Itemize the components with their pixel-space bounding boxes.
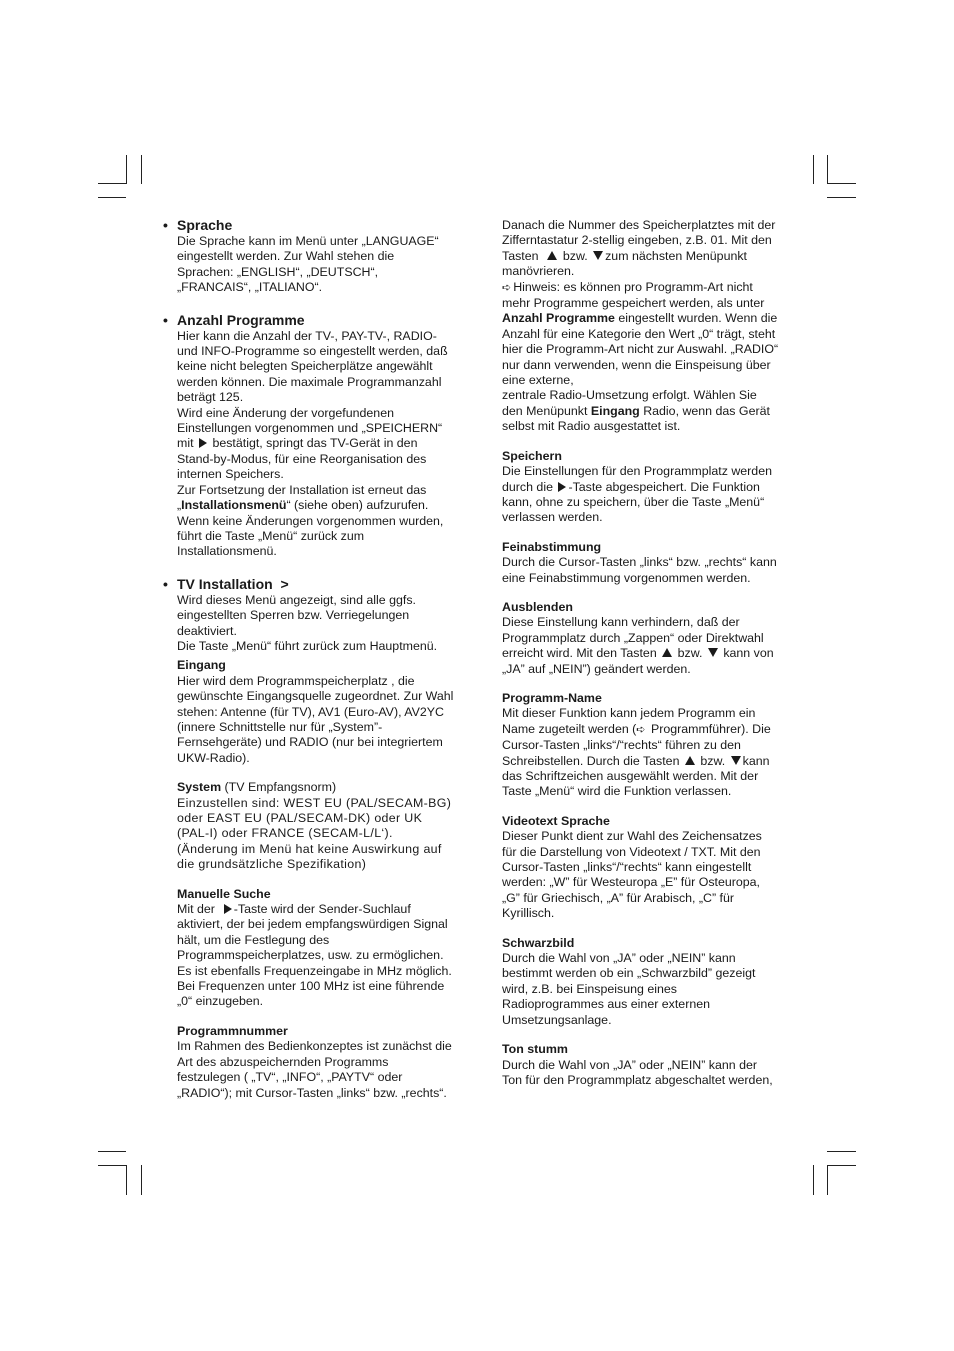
sprache-heading: • Sprache [163,217,233,233]
crop-mark-top-right-v2 [827,155,828,184]
feinabstimmung-heading: Feinabstimmung [502,539,602,554]
crop-mark-top-right-h1 [827,183,856,184]
bullet-icon: • [163,217,168,233]
manuelle-suche-heading: Manuelle Suche [177,886,271,901]
bullet-icon: • [163,311,168,328]
crop-mark-top-right-h2 [827,197,856,198]
crop-mark-top-right-v1 [813,155,814,184]
tv-installation-body: Wird dieses Menü angezeigt, sind alle ggfs. eingestellten Sperren bzw. Verriegelungen deaktiviert. Die Taste „Menü“ führt zurück zum Hauptmenü. Eingang Hier wird dem Programmspeicherplatz , die gewünschte Eingangsquelle zugeordnet. Zur Wahl stehen: Antenne (für TV), AV1 (Euro-AV), AV2YC (innere Schnittstelle nur für „System”- Fernsehgeräte) und RADIO (nur bei integriertem UKW-Radio). System (TV Empfangsnorm) Einzustellen sind: WEST EU (PAL/SECAM-BG) oder EAST EU (PAL/SECAM-DK) oder UK (PAL-I) oder FRANCE (SECAM-L/L‘). (Änderung im Menü hat keine Auswirkung auf die grundsätzliche Spezifikation) Manuelle Suche Mit der -Taste wird der Sender-Suchlauf aktiviert, der bei jedem empfangswürdigen Signal hält, um die Festlegung des Programmspeicherplatzes, usw. zu ermöglichen. Es ist ebenfalls Frequenzeingabe in MHz möglich. Bei Frequenzen unter 100 MHz ist eine führende „0“ einzugeben. Programmnummer Im Rahmen des Bedienkonzeptes ist zunächst die Art des abzuspeichernden Programms festzulegen ( „TV“, „INFO“, „PAYTV“ oder „RADIO“); mit Cursor-Tasten „links“ bzw. „rechts“. [163,593,468,1101]
crop-mark-bottom-left-v1 [126,1165,127,1195]
left-column [163,217,468,1101]
ton-stumm-heading: Ton stumm [502,1042,568,1057]
crop-mark-bottom-right-v1 [813,1165,814,1195]
schwarzbild-heading: Schwarzbild [502,935,575,950]
eingang-heading: Eingang [177,658,226,673]
crop-mark-top-left-v1 [126,155,127,184]
hint-arrow-icon: ➪ [636,723,646,736]
anzahl-heading: • Anzahl Programme [163,311,305,328]
hint-arrow-icon: ➪ [502,281,512,294]
chevron-right-icon: > [280,575,289,592]
right-column: Danach die Nummer des Speicherplatztes mit der Zifferntastatur 2-stellig eingeben, z.B. 01. Mit den Tasten bzw. zum nächsten Menüpunkt manövrieren. ➪ Hinweis: es können pro Programm-Art nicht mehr Programme gespeichert werden, als unter Anzahl Programme eingestellt wurden. Wenn die Anzahl für eine Kategorie den Wert „0“ trägt, steht hier die Programm-Art nicht zur Auswahl. „RADIO“ nur dann verwenden, wenn die Einspeisung über eine externe, zentrale Radio-Umsetzung erfolgt. Wählen Sie den Menüpunkt Eingang Radio, wenn das Gerät selbst mit Radio ausgestattet ist. Speichern Die Einstellungen für den Programmplatz werden durch die -Taste abgespeichert. Die Funktion kann, ohne zu speichern, über die Taste „Menü“ verlassen werden. Feinabstimmung Durch die Cursor-Tasten „links“ bzw. „rechts“ kann eine Feinabstimmung vorgenommen werden. Ausblenden Diese Einstellung kann verhindern, daß der Programmplatz durch „Zappen“ oder Direktwahl erreicht wird. Mit den Tasten bzw. kann von „JA” auf „NEIN”) geändert werden. Programm-Name Mit dieser Funktion kann jedem Programm ein Name zugeteilt werden (➪ Programmführer). Die Cursor-Tasten „links“/“rechts“ führen zu den Schreibstellen. Durch die Tasten bzw. kann das Schriftzeichen ausgewählt werden. Mit der Taste „Menü“ wird die Funktion verlassen. Videotext Sprache Dieser Punkt dient zur Wahl des Zeichensatzes für die Darstellung von Videotext / TXT. Mit den Cursor-Tasten „links“/“rechts“ kann eingestellt werden: „W” für Westeuropa „E” für Osteuropa, „G” für Griechisch, „A” für Arabisch, „C” für Kyrillisch. Schwarzbild Durch die Wahl von „JA” oder „NEIN” kann bestimmt werden ob ein „Schwarzbild” gezeigt wird, z.B. bei Einspeisung eines Radioprogrammes aus einer externen Umsetzungsanlage. Ton stumm Durch die Wahl von „JA” oder „NEIN” kann der Ton für den Programmplatz abgeschaltet werden, [502,218,794,1088]
crop-mark-top-left-h [98,197,126,198]
play-icon [558,482,566,492]
arrow-down-icon [708,648,718,657]
arrow-down-icon [731,756,741,765]
speichern-heading: Speichern [502,448,562,463]
ausblenden-heading: Ausblenden [502,599,573,614]
play-icon [199,438,207,448]
crop-mark-bottom-left-v2 [141,1165,142,1195]
arrow-up-icon [662,648,672,657]
programm-name-heading: Programm-Name [502,690,602,705]
programmnummer-heading: Programmnummer [177,1023,288,1038]
crop-mark-bottom-right-h2 [827,1165,856,1166]
arrow-up-icon [547,251,557,260]
crop-mark-top-left-h2 [98,183,126,184]
system-heading: System (TV Empfangsnorm) [177,780,337,795]
crop-mark-top-left-v2 [141,155,142,184]
anzahl-body: Hier kann die Anzahl der TV-, PAY-TV-, RADIO- und INFO-Programme so eingestellt werden, daß keine nicht belegten Speicherplätze angewählt werden können. Die maximale Programmanzahl beträgt 125. Wird eine Änderung der vorgefundenen Einstellungen vorgenommen und „SPEICHERN“ mit bestätigt, springt das TV-Gerät in den Stand-by-Modus, für eine Reorganisation des internen Speichers. Zur Fortsetzung der Installation ist erneut das „Installationsmenü“ (siehe oben) aufzurufen. Wenn keine Änderungen vorgenommen wurden, führt die Taste „Menü“ zurück zum Installationsmenü. [177,328,448,559]
tv-installation-heading: • TV Installation > [163,575,289,592]
crop-mark-bottom-right-h1 [827,1151,856,1152]
arrow-up-icon [685,756,695,765]
crop-mark-bottom-right-v2 [827,1165,828,1195]
sprache-body: Die Sprache kann im Menü unter „LANGUAGE“ eingestellt werden. Zur Wahl stehen die Sprachen: „ENGLISH“, „DEUTSCH“, „FRANCAIS“, „ITALIANO“. [177,234,439,295]
videotext-sprache-heading: Videotext Sprache [502,813,610,828]
play-icon [224,904,232,914]
crop-mark-bottom-left-h1 [98,1151,126,1152]
crop-mark-bottom-left-h2 [98,1165,126,1166]
bullet-icon: • [163,575,168,592]
arrow-down-icon [593,251,603,260]
